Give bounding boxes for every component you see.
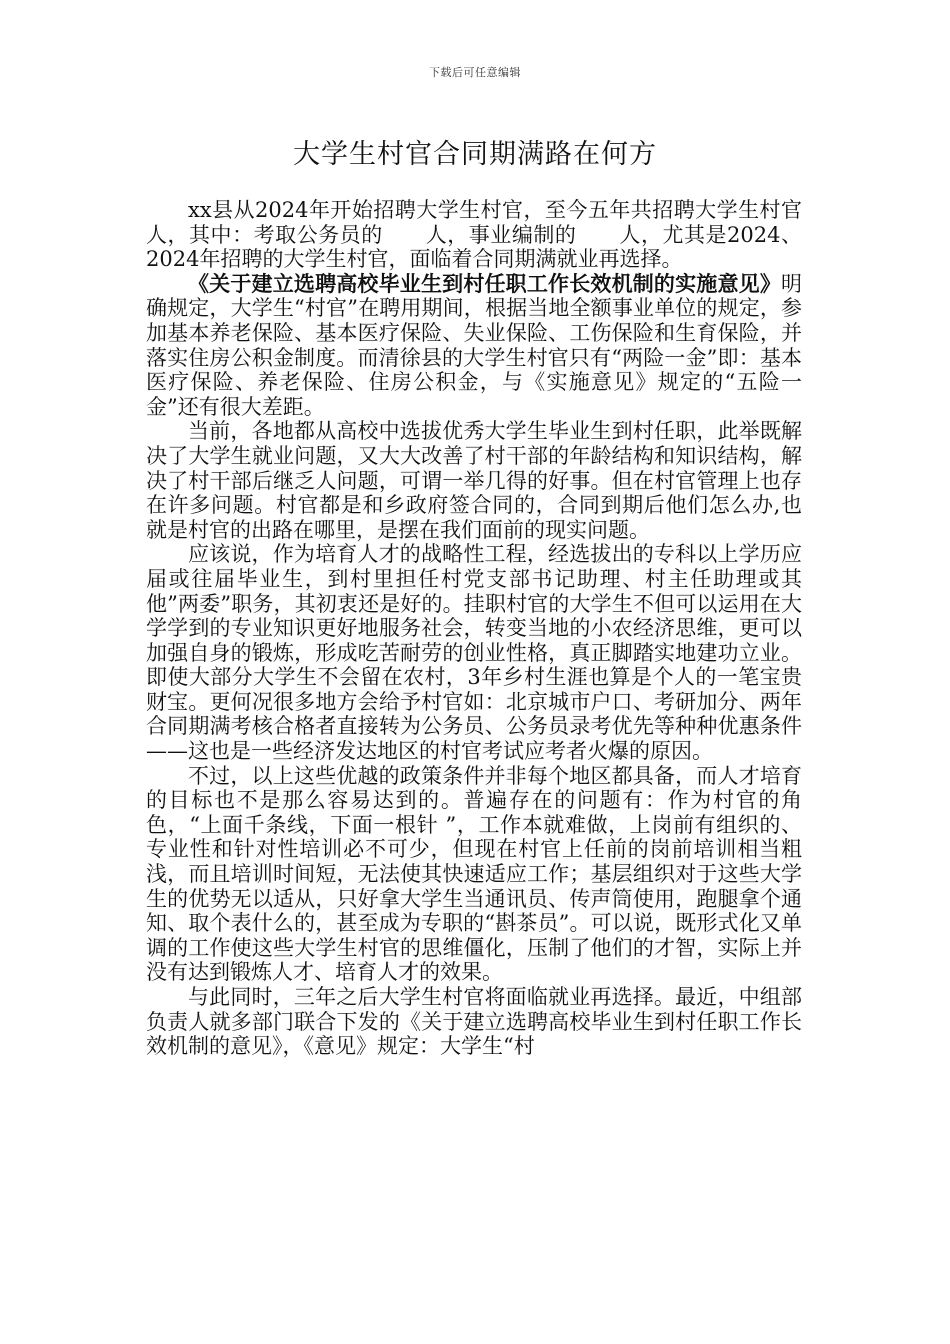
paragraph-6-text: 与此同时，三年之后大学生村官将面临就业再选择。最近，中组部负责人就多部门联合下发的《关于建立选聘高校毕业生到村任职工作长效机制的意见》，《意见》规定：大学生“村 — [146, 985, 802, 1059]
paragraph-4-text: 应该说，作为培育人才的战略性工程，经选拔出的专科以上学历应届或往届毕业生，到村里担任村党支部书记助理、村主任助理或其他”两委”职务，其初衷还是好的。挂职村官的大学生不但可以运用在大学学到的专业知识更好地服务社会，转变当地的小农经济思维，更可以加强自身的锻炼，形成吃苦耐劳的创业性格，真正脚踏实地建功立业。即使大部分大学生不会留在农村，3年乡村生涯也算是个人的一笔宝贵财宝。更何况很多地方会给予村官如：北京城市户口、考研加分、两年合同期满考核合格者直接转为公务员、公务员录考优先等种种优惠条件——这也是一些经济发达地区的村官考试应考者火爆的原因。 — [146, 542, 802, 764]
paragraph-3-text: 当前，各地都从高校中选拔优秀大学生毕业生到村任职，此举既解决了大学生就业问题，又大大改善了村干部的年龄结构和知识结构，解决了村干部后继乏人问题，可谓一举几得的好事。但在村官管理上也存在许多问题。村官都是和乡政府签合同的，合同到期后他们怎么办,也就是村官的出路在哪里，是摆在我们面前的现实问题。 — [146, 419, 802, 542]
paragraph-4 — [146, 542, 802, 763]
document-body — [146, 198, 844, 1059]
paragraph-5 — [146, 764, 802, 985]
page-header-note: 下载后可任意编辑 — [429, 66, 521, 79]
paragraph-2 — [146, 272, 802, 420]
paragraph-1-text: xx县从2024年开始招聘大学生村官，至今五年共招聘大学生村官 人，其中：考取公务员的 人，事业编制的 人，尤其是2024、2024年招聘的大学生村官，面临着合同期满就业再选择。 — [146, 198, 844, 272]
paragraph-6 — [146, 985, 802, 1059]
document-title: 大学生村官合同期满路在何方 — [293, 139, 657, 170]
paragraph-5-text: 不过，以上这些优越的政策条件并非每个地区都具备，而人才培育的目标也不是那么容易达到的。普遍存在的问题有：作为村官的角色，“上面千条线，下面一根针 ”，工作本就难做，上岗前有组织的、专业性和针对性培训必不可少，但现在村官上任前的岗前培训相当粗浅，而且培训时间短，无法使其快速适应工作；基层组织对于这些大学生的优势无以适从，只好拿大学生当通讯员、传声筒使用，跑腿拿个通知、取个表什么的，甚至成为专职的“斟茶员”。可以说，既形式化又单调的工作使这些大学生村官的思维僵化，压制了他们的才智，实际上并没有达到锻炼人才、培育人才的效果。 — [146, 763, 802, 985]
paragraph-2-bold-lead: 《关于建立选聘高校毕业生到村任职工作长效机制的实施意见》 — [188, 270, 781, 296]
paragraph-1 — [146, 198, 844, 272]
paragraph-3 — [146, 419, 802, 542]
paragraph-2-text: 明确规定，大学生“村官”在聘用期间，根据当地全额事业单位的规定，参加基本养老保险、基本医疗保险、失业保险、工伤保险和生育保险，并落实住房公积金制度。而清徐县的大学生村官只有“两险一金”即：基本医疗保险、养老保险、住房公积金，与《实施意见》规定的“五险一金”还有很大差距。 — [146, 271, 802, 419]
